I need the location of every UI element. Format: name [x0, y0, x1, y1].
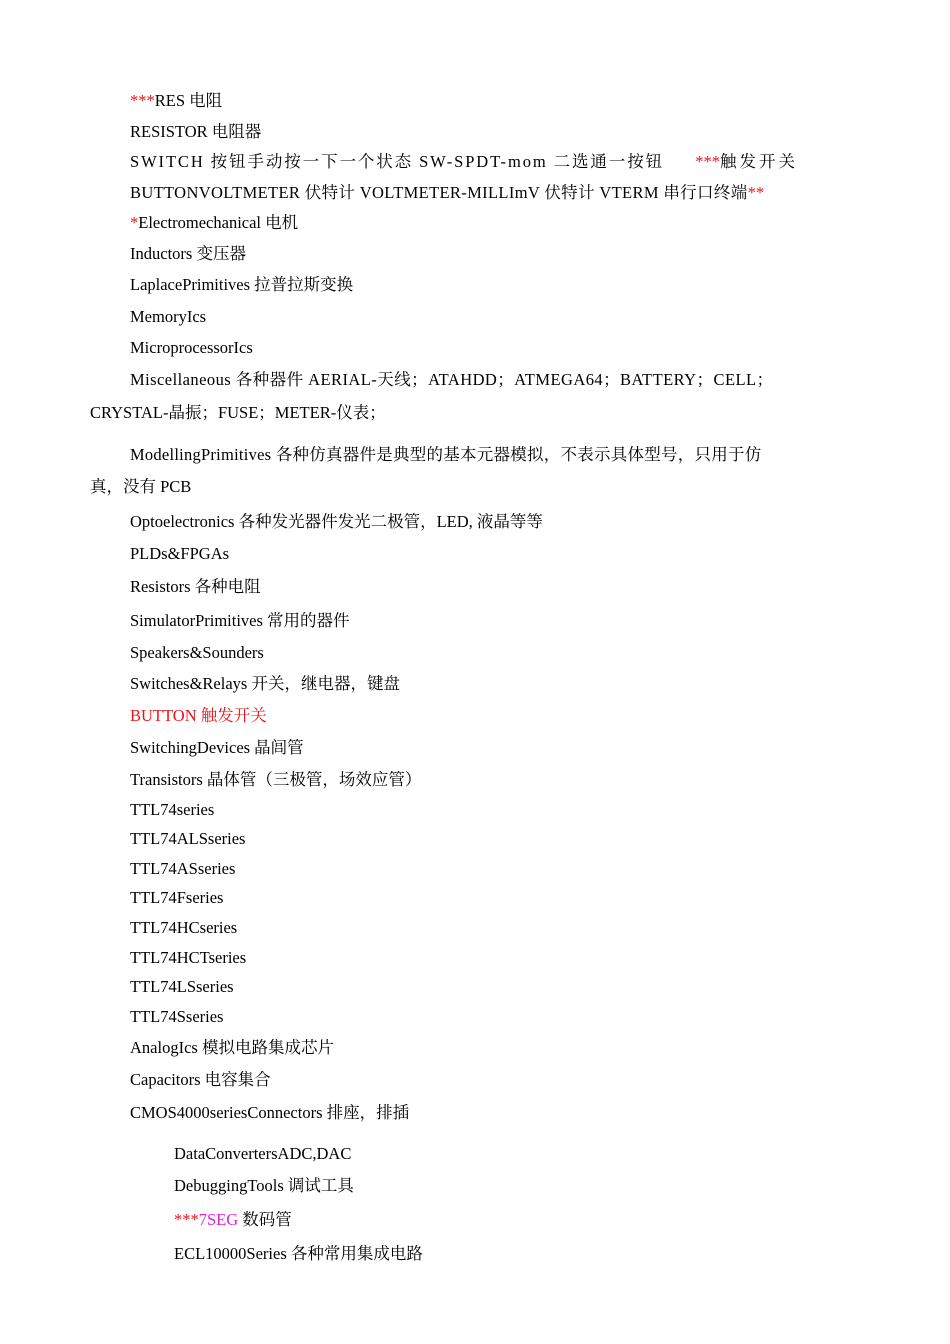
line-button-trigger	[130, 706, 267, 726]
line-electromechanical	[130, 213, 298, 233]
line-text: ECL10000Series 各种常用集成电路	[174, 1244, 423, 1263]
line-modelling	[130, 445, 761, 465]
line-analogics	[130, 1038, 334, 1058]
line-text: PLDs&FPGAs	[130, 544, 230, 563]
line-resistor	[130, 122, 261, 142]
line-text: SimulatorPrimitives 常用的器件	[130, 611, 350, 630]
line-miscellaneous	[130, 370, 773, 390]
line-text: Speakers&Sounders	[130, 643, 264, 662]
line-text: TTL74HCTseries	[130, 948, 247, 967]
red-marker: ***	[695, 152, 720, 171]
line-ttl74hc	[130, 918, 237, 938]
line-res	[130, 91, 222, 111]
line-capacitors	[130, 1070, 271, 1090]
line-modelling-cont	[90, 477, 191, 497]
line-text: Optoelectronics 各种发光器件发光二极管，LED, 液晶等等	[130, 512, 543, 531]
line-text: DebuggingTools 调试工具	[174, 1176, 354, 1195]
line-text: TTL74ALSseries	[130, 829, 246, 848]
line-text: RES 电阻	[154, 91, 223, 110]
line-text: CRYSTAL-晶振；FUSE；METER-仪表；	[90, 403, 386, 422]
line-transistors	[130, 770, 421, 790]
line-text: Transistors 晶体管（三极管，场效应管）	[130, 770, 422, 789]
line-text: SWITCH 按钮手动按一下一个状态 SW-SPDT-mom 二选通一按钮	[130, 152, 664, 171]
line-text: ModellingPrimitives 各种仿真器件是典型的基本元器模拟，不表示具体型号，只用于仿	[130, 445, 762, 464]
line-text: TTL74HCseries	[130, 918, 238, 937]
line-laplace	[130, 275, 353, 295]
line-text: TTL74ASseries	[130, 859, 236, 878]
line-text: RESISTOR 电阻器	[130, 122, 262, 141]
line-text-after: 触发开关	[720, 152, 798, 171]
line-cmos4000	[130, 1103, 409, 1123]
line-switch	[130, 152, 798, 172]
line-optoelectronics	[130, 512, 543, 532]
line-buttonvoltmeter	[130, 183, 764, 203]
line-switches-relays	[130, 674, 400, 694]
line-text: DataConvertersADC,DAC	[174, 1144, 352, 1163]
line-switching-devices	[130, 738, 304, 758]
line-text: Switches&Relays 开关，继电器，键盘	[130, 674, 400, 693]
line-text: TTL74series	[130, 800, 215, 819]
line-text: Inductors 变压器	[130, 244, 246, 263]
line-text: 真，没有 PCB	[90, 477, 192, 496]
line-text: TTL74Sseries	[130, 1007, 224, 1026]
line-text: TTL74LSseries	[130, 977, 234, 996]
magenta-text: 7SEG	[198, 1210, 239, 1229]
line-text: Electromechanical 电机	[138, 213, 299, 232]
line-ttl74s	[130, 1007, 223, 1027]
line-inductors	[130, 244, 246, 264]
line-ttl74f	[130, 888, 223, 908]
line-text: BUTTONVOLTMETER 伏特计 VOLTMETER-MILLImV 伏特计 VTERM 串行口终端	[130, 183, 748, 202]
line-simulator	[130, 611, 350, 631]
line-ttl74as	[130, 859, 235, 879]
line-miscellaneous-cont	[90, 403, 386, 423]
line-7seg	[174, 1210, 292, 1230]
line-text: AnalogIcs 模拟电路集成芯片	[130, 1038, 334, 1057]
line-text: BUTTON 触发开关	[130, 706, 267, 725]
line-ttl74series	[130, 800, 214, 820]
line-text: LaplacePrimitives 拉普拉斯变换	[130, 275, 354, 294]
line-text: SwitchingDevices 晶闾管	[130, 738, 304, 757]
line-text: Capacitors 电容集合	[130, 1070, 271, 1089]
line-text: MicroprocessorIcs	[130, 338, 253, 357]
line-debuggingtools	[174, 1176, 354, 1196]
line-ttl74ls	[130, 977, 234, 997]
line-text: TTL74Fseries	[130, 888, 224, 907]
line-resistors	[130, 577, 261, 597]
line-text: CMOS4000seriesConnectors 排座，排插	[130, 1103, 410, 1122]
line-ttl74hct	[130, 948, 246, 968]
red-marker: *	[130, 213, 139, 232]
line-microprocessorics	[130, 338, 253, 358]
line-plds	[130, 544, 229, 564]
line-text: Resistors 各种电阻	[130, 577, 261, 596]
line-speakers	[130, 643, 264, 663]
red-marker: ***	[174, 1210, 199, 1229]
red-marker: ***	[130, 91, 155, 110]
line-text: 数码管	[238, 1210, 292, 1229]
line-ecl10000	[174, 1244, 423, 1264]
line-text: Miscellaneous 各种器件 AERIAL-天线；ATAHDD；ATMEGA64；BATTERY；CELL；	[130, 370, 774, 389]
line-memoryics	[130, 307, 206, 327]
line-dataconverters	[174, 1144, 351, 1164]
line-ttl74als	[130, 829, 245, 849]
line-text: MemoryIcs	[130, 307, 207, 326]
red-marker: **	[747, 183, 765, 202]
